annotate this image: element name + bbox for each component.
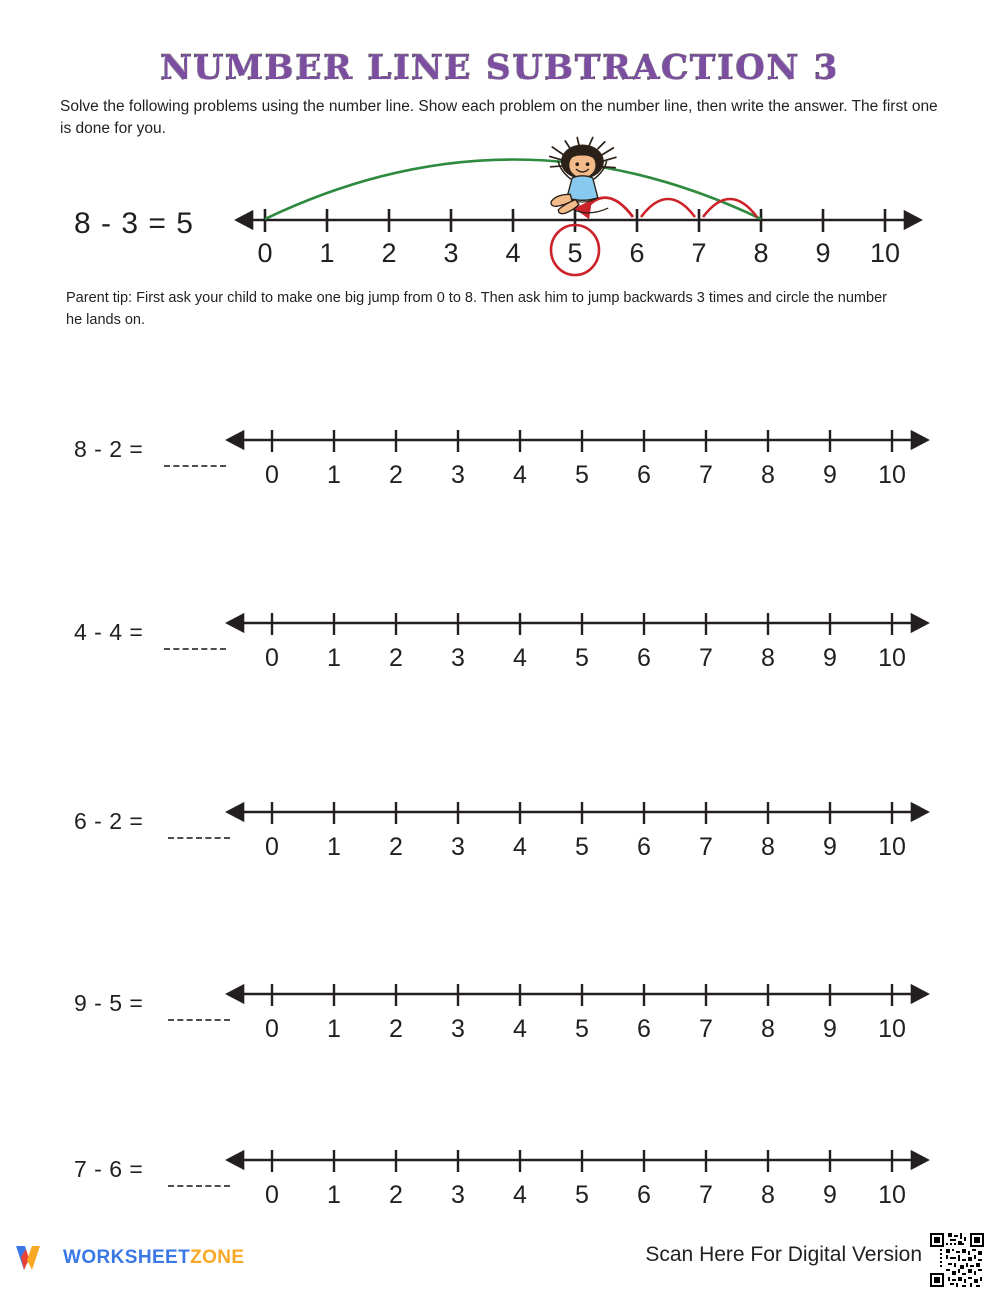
tick-label-2: 2 [381, 238, 397, 268]
problem-equation-3: 6 - 2 = [74, 808, 144, 834]
example-number-line [252, 160, 905, 276]
tick-label-3: 3 [451, 461, 465, 489]
scan-prompt-text: Scan Here For Digital Version [645, 1243, 922, 1266]
forward-jump-arc [265, 160, 761, 220]
problem-equation-1: 8 - 2 = [74, 436, 144, 462]
number-line-ticks [265, 209, 885, 232]
answer-blank-1[interactable] [164, 465, 226, 467]
tick-label-2: 2 [389, 1181, 403, 1209]
tick-label-4: 4 [513, 461, 527, 489]
tick-label-6: 6 [637, 833, 651, 861]
tick-label-5: 5 [567, 238, 583, 268]
tick-label-7: 7 [699, 833, 713, 861]
tick-label-0: 0 [265, 1015, 279, 1043]
tick-label-4: 4 [513, 1181, 527, 1209]
tick-label-1: 1 [319, 238, 335, 268]
worksheet-zone-logo-icon [14, 1243, 54, 1273]
tick-label-0: 0 [265, 833, 279, 861]
logo-text-zone: ZONE [190, 1247, 245, 1268]
tick-label-9: 9 [823, 461, 837, 489]
tick-label-10: 10 [878, 1015, 906, 1043]
number-line-problem-5 [243, 1150, 912, 1209]
tick-label-6: 6 [637, 461, 651, 489]
tick-label-8: 8 [761, 1181, 775, 1209]
page-title: NUMBER LINE SUBTRACTION 3 [160, 48, 840, 88]
tick-label-9: 9 [815, 238, 831, 268]
tick-label-2: 2 [389, 1015, 403, 1043]
tick-label-10: 10 [878, 644, 906, 672]
tick-label-3: 3 [451, 833, 465, 861]
tick-label-4: 4 [513, 833, 527, 861]
answer-circle-highlight [551, 225, 599, 275]
number-line-problem-3 [243, 802, 912, 861]
answer-blank-5[interactable] [168, 1185, 230, 1187]
tick-label-8: 8 [761, 1015, 775, 1043]
tick-label-9: 9 [823, 833, 837, 861]
tick-label-5: 5 [575, 644, 589, 672]
girl-jumping-icon [550, 138, 616, 214]
tick-label-3: 3 [451, 1015, 465, 1043]
backward-jump-arc-3 [583, 198, 633, 217]
tick-label-10: 10 [878, 1181, 906, 1209]
tick-label-7: 7 [699, 644, 713, 672]
tick-label-5: 5 [575, 1181, 589, 1209]
tick-label-0: 0 [265, 1181, 279, 1209]
tick-label-2: 2 [389, 644, 403, 672]
tick-label-7: 7 [691, 238, 707, 268]
tick-label-10: 10 [878, 461, 906, 489]
tick-label-1: 1 [327, 1181, 341, 1209]
problem-equation-4: 9 - 5 = [74, 990, 144, 1016]
logo-text-worksheet: WORKSHEET [63, 1247, 191, 1268]
tick-label-4: 4 [513, 1015, 527, 1043]
tick-label-3: 3 [451, 644, 465, 672]
problem-equation-2: 4 - 4 = [74, 619, 144, 645]
tick-label-8: 8 [761, 644, 775, 672]
tick-label-4: 4 [513, 644, 527, 672]
tick-label-6: 6 [637, 1015, 651, 1043]
tick-label-6: 6 [629, 238, 645, 268]
parent-tip-text: Parent tip: First ask your child to make one big jump from 0 to 8. Then ask him to jump backwards 3 times and circle the number he lands on. [66, 290, 887, 328]
tick-label-7: 7 [699, 461, 713, 489]
tick-label-9: 9 [823, 1181, 837, 1209]
answer-blank-2[interactable] [164, 648, 226, 650]
answer-blank-3[interactable] [168, 837, 230, 839]
tick-label-6: 6 [637, 1181, 651, 1209]
tick-label-3: 3 [443, 238, 459, 268]
problem-equation-5: 7 - 6 = [74, 1156, 144, 1182]
page-header [0, 48, 1000, 88]
tick-label-0: 0 [265, 644, 279, 672]
example-equation: 8 - 3 = 5 [74, 207, 194, 240]
tick-label-5: 5 [575, 833, 589, 861]
number-line-problem-4 [243, 984, 912, 1043]
tick-label-9: 9 [823, 1015, 837, 1043]
tick-label-2: 2 [389, 833, 403, 861]
instructions-text: Solve the following problems using the number line. Show each problem on the number line, then write the answer. The first one is done for you. [60, 98, 938, 138]
tick-label-6: 6 [637, 644, 651, 672]
tick-label-5: 5 [575, 461, 589, 489]
qr-code-icon[interactable] [928, 1231, 986, 1289]
tick-label-1: 1 [327, 1015, 341, 1043]
tick-label-8: 8 [753, 238, 769, 268]
backward-jump-arc-2 [641, 199, 695, 217]
tick-label-8: 8 [761, 833, 775, 861]
tick-label-1: 1 [327, 833, 341, 861]
tick-label-0: 0 [265, 461, 279, 489]
tick-label-1: 1 [327, 644, 341, 672]
tick-label-5: 5 [575, 1015, 589, 1043]
tick-label-1: 1 [327, 461, 341, 489]
tick-label-3: 3 [451, 1181, 465, 1209]
tick-label-7: 7 [699, 1181, 713, 1209]
number-line-labels [257, 238, 900, 268]
number-line-problem-1 [243, 430, 912, 489]
tick-label-10: 10 [878, 833, 906, 861]
tick-label-9: 9 [823, 644, 837, 672]
tick-label-4: 4 [505, 238, 521, 268]
number-line-problem-2 [243, 613, 912, 672]
tick-label-10: 10 [869, 238, 901, 268]
tick-label-2: 2 [389, 461, 403, 489]
backward-jump-arc-1 [703, 199, 757, 217]
tick-label-0: 0 [257, 238, 273, 268]
answer-blank-4[interactable] [168, 1019, 230, 1021]
tick-label-7: 7 [699, 1015, 713, 1043]
site-logo[interactable] [14, 1243, 245, 1273]
tick-label-8: 8 [761, 461, 775, 489]
